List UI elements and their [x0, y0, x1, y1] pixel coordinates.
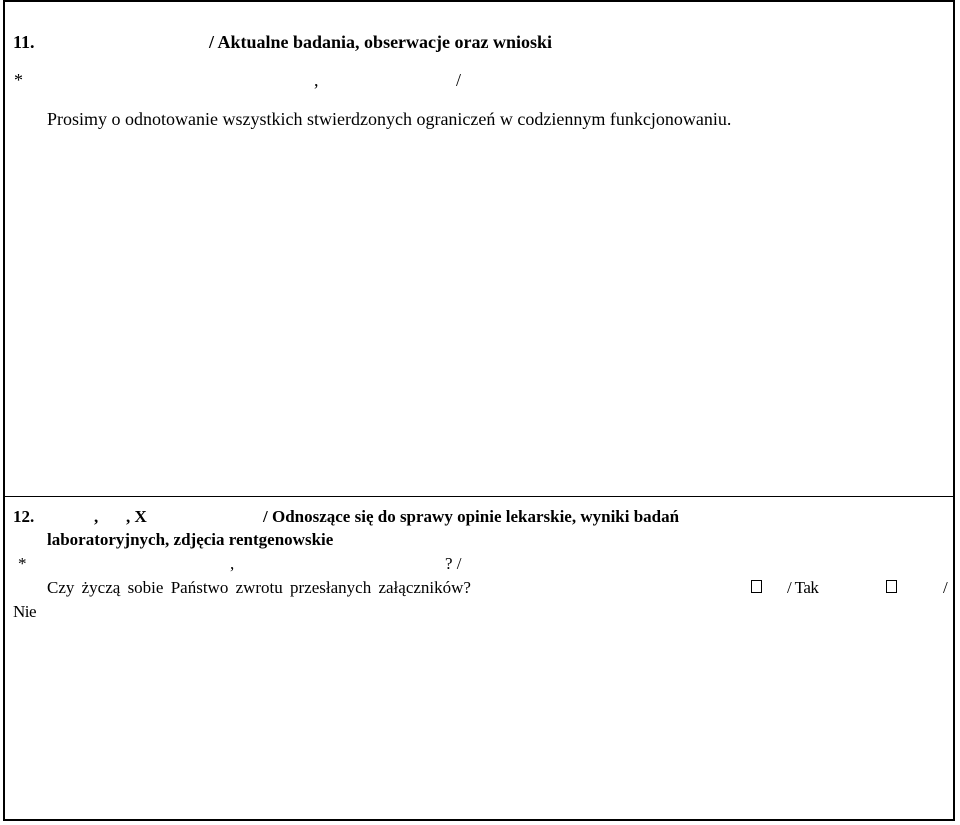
section-12-subline-question: ? / — [445, 554, 462, 573]
section-12-number: 12. — [13, 507, 35, 526]
section-12-title-line1: / Odnoszące się do sprawy opinie lekarskie, wyniki badań — [263, 507, 680, 526]
section-12-subline-comma: , — [230, 554, 235, 573]
section-12-comma-x: , X — [126, 507, 147, 526]
option-yes-label: / Tak — [787, 578, 819, 597]
option-no-label: Nie — [13, 602, 37, 621]
option-no-slash: / — [943, 578, 948, 597]
section-11-title: / Aktualne badania, obserwacje oraz wnioski — [209, 32, 553, 52]
section-11-subline-slash: / — [456, 70, 462, 90]
checkbox-no[interactable] — [886, 580, 897, 593]
section-12-question: Czy życzą sobie Państwo zwrotu przesłanych załączników? — [47, 578, 471, 597]
section-11-number: 11. — [13, 32, 35, 52]
section-12-comma: , — [94, 507, 99, 526]
section-divider — [3, 496, 955, 497]
section-12-title-line2: laboratoryjnych, zdjęcia rentgenowskie — [47, 530, 334, 549]
section-11-subline-comma: , — [314, 70, 319, 90]
section-11-asterisk: * — [14, 70, 23, 90]
section-12-asterisk: * — [18, 554, 27, 573]
checkbox-yes[interactable] — [751, 580, 762, 593]
section-11-instruction: Prosimy o odnotowanie wszystkich stwierdzonych ograniczeń w codziennym funkcjonowaniu. — [47, 109, 732, 129]
